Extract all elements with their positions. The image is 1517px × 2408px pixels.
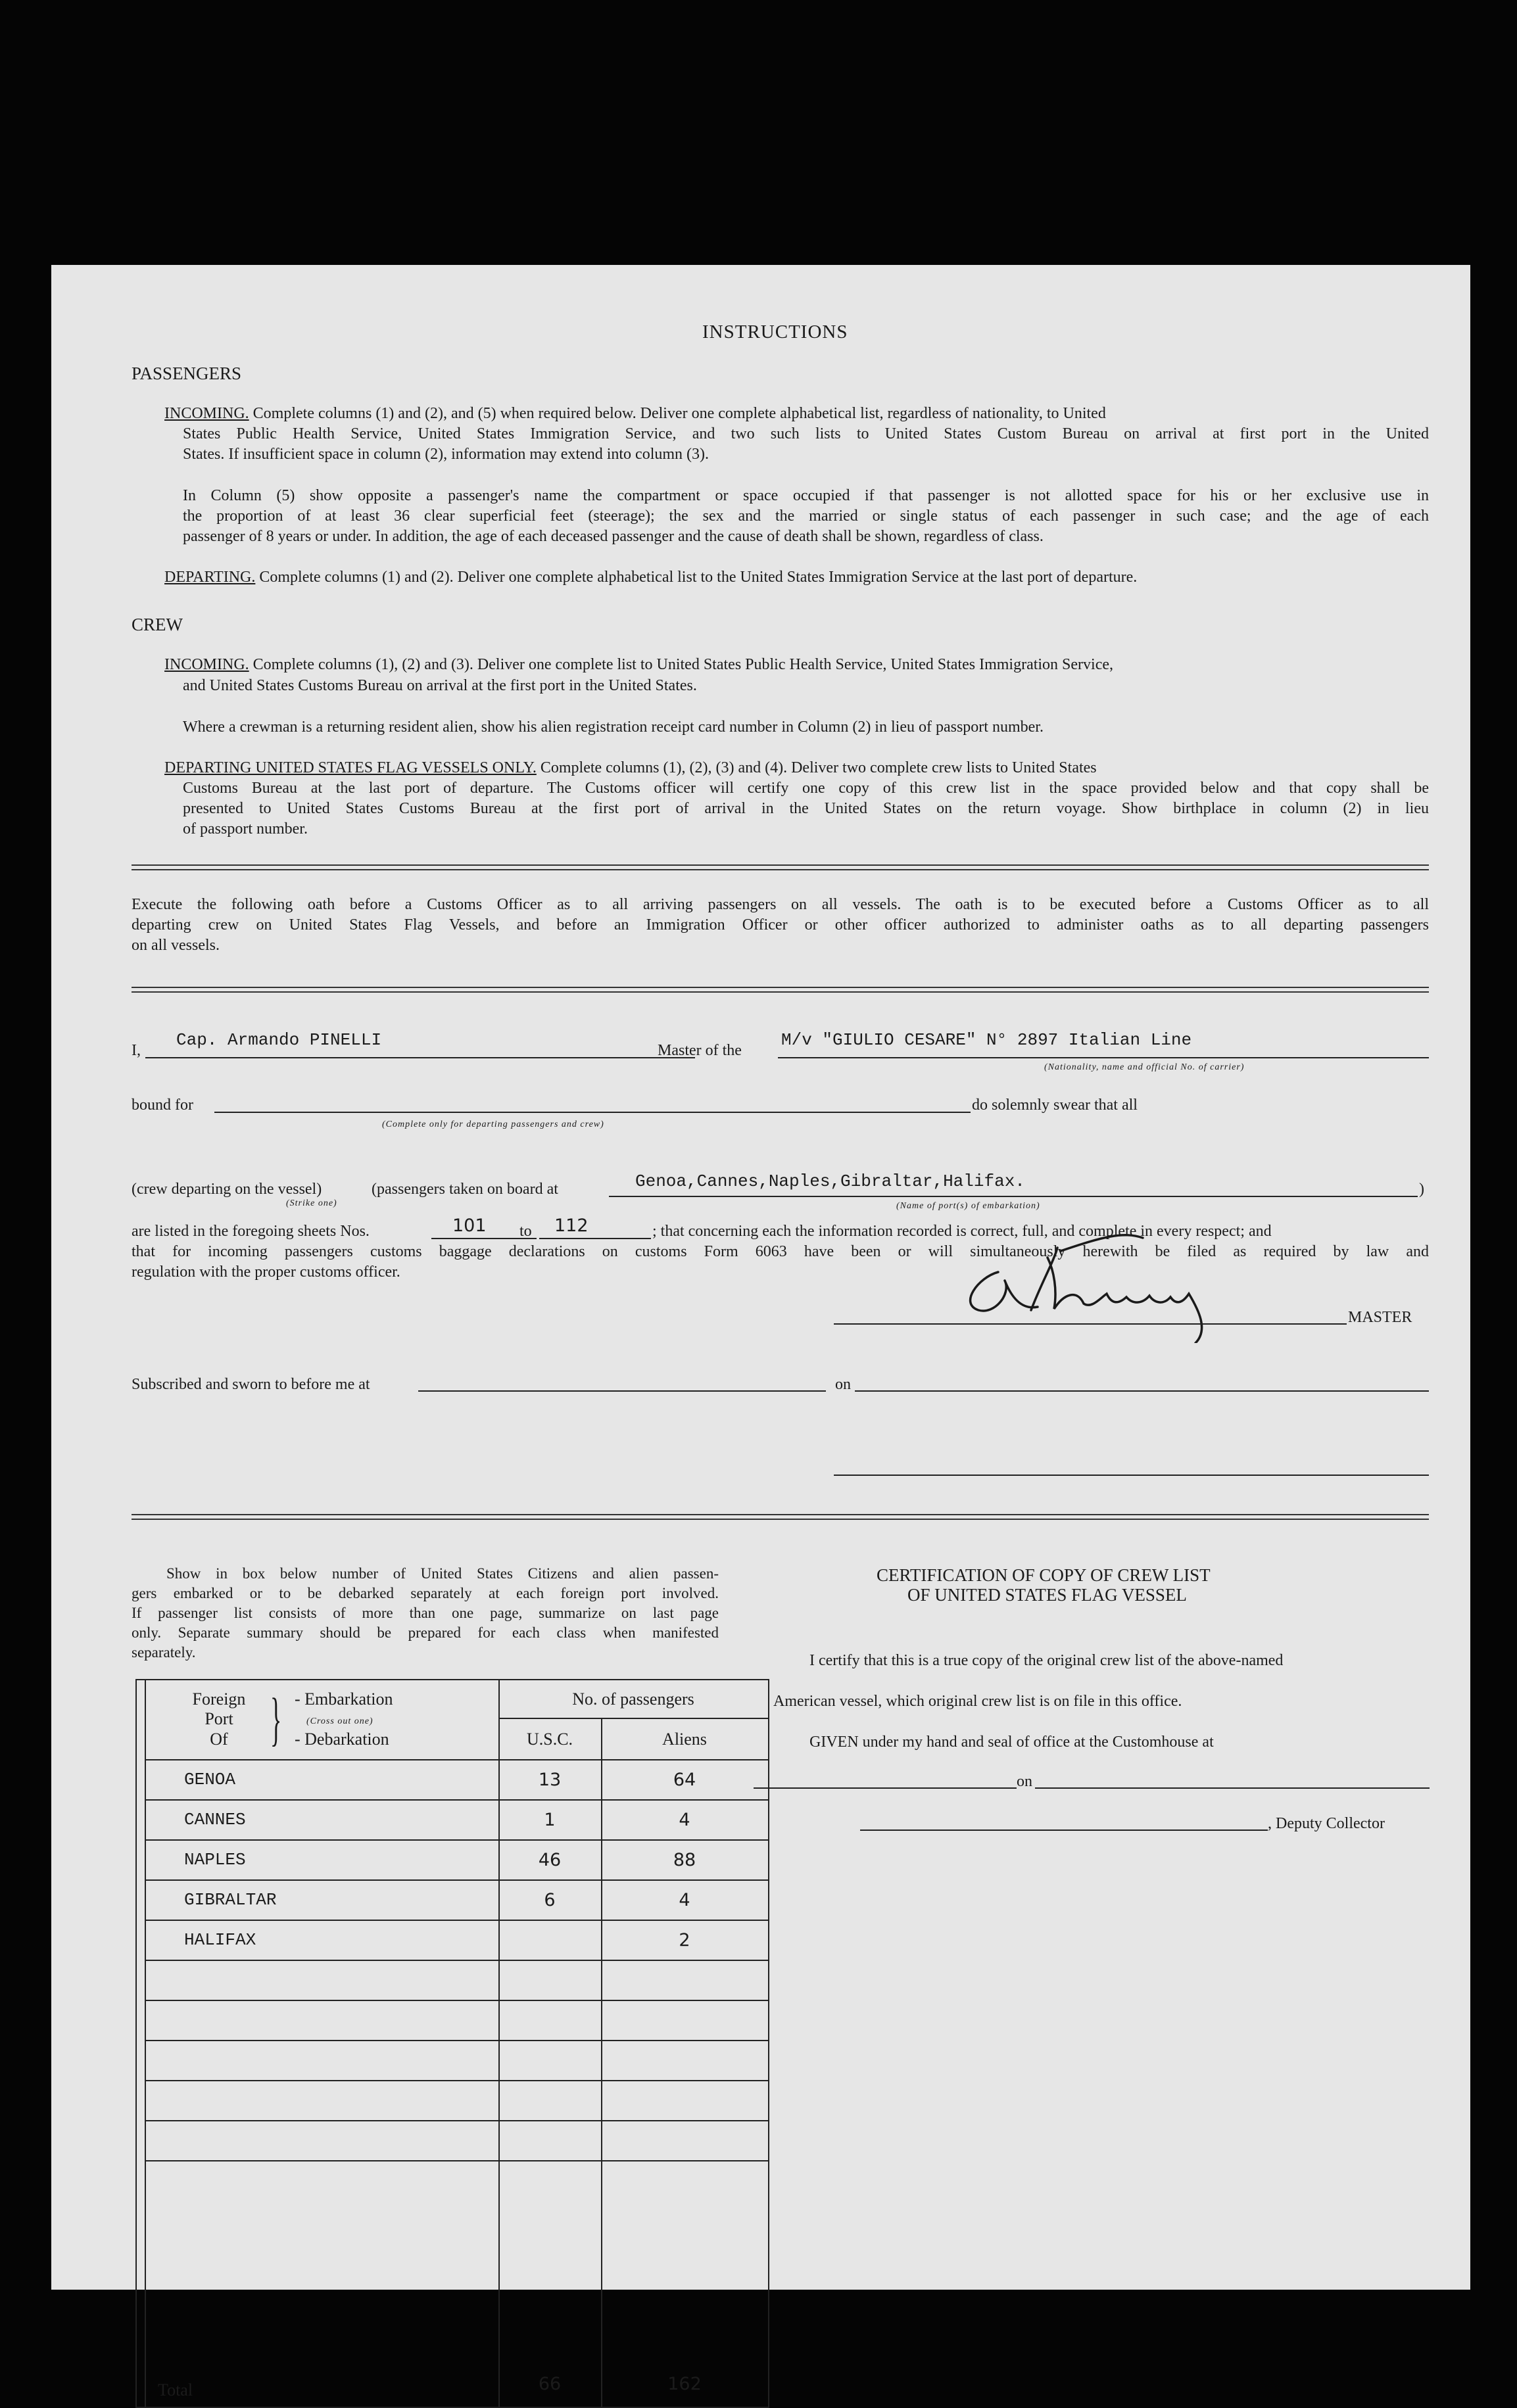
- crew-returning-text: Where a crewman is a returning resident alien, show his alien registration receipt card number in Column (2) in lieu of passport number.: [183, 719, 1044, 736]
- vessel-field-line: [778, 1057, 1429, 1058]
- given-text: GIVEN under my hand and seal of office at the Customhouse at: [809, 1734, 1214, 1751]
- crew-incoming-line2: and United States Customs Bureau on arrival at the first port in the United States.: [183, 677, 697, 694]
- total-aliens: 162: [667, 2374, 702, 2394]
- row-aliens: 4: [679, 1810, 690, 1830]
- table-row-divider: [145, 1799, 768, 1801]
- divider: [132, 864, 1429, 870]
- master-name-field-line: [145, 1057, 695, 1058]
- oath-instructions-line1: Execute the following oath before a Customs Officer as to all arriving passengers on all vessels. The oath is to be executed before a Customs Officer as to all: [132, 896, 1429, 913]
- passenger-summary-table: [135, 1679, 769, 2408]
- subscribed-at-line: [418, 1390, 826, 1392]
- ports-close-paren: ): [1419, 1181, 1424, 1198]
- crew-departing-text: (crew departing on the vessel): [132, 1181, 322, 1198]
- column5-line2: the proportion of at least 36 clear superficial feet (steerage); the sex and the married or single status of each passenger in such case; and the age of each: [183, 508, 1429, 525]
- sheet-to-value: 112: [554, 1216, 589, 1236]
- header-foreign: Foreign: [192, 1689, 246, 1709]
- passengers-incoming-line1: [164, 405, 1427, 423]
- passengers-incoming-text1: Complete columns (1) and (2), and (5) when required below. Deliver one complete alphabetical list, regardless of nationality, to United: [253, 405, 1106, 422]
- crew-incoming-label: INCOMING.: [164, 656, 249, 673]
- crew-section-label: CREW: [132, 615, 183, 634]
- crew-incoming-text1: Complete columns (1), (2) and (3). Deliver one complete list to United States Public Health Service, United States Immigration Service,: [253, 656, 1114, 673]
- header-port: Port: [205, 1709, 233, 1728]
- total-usc: 66: [538, 2374, 562, 2394]
- row-port: GENOA: [184, 1770, 236, 1789]
- american-vessel-text: American vessel, which original crew list is on file in this office.: [773, 1693, 1182, 1710]
- summary-line4: only. Separate summary should be prepared for each class when manifested: [132, 1624, 719, 1641]
- row-port: GIBRALTAR: [184, 1890, 277, 1910]
- listed-text: are listed in the foregoing sheets Nos.: [132, 1223, 370, 1240]
- crew-flag-line4: of passport number.: [183, 820, 308, 838]
- master-of-label: Master of the: [658, 1042, 742, 1059]
- oath-instructions-line2: departing crew on United States Flag Vessels, and before an Immigration Officer or other officer authorized to administer oaths as to all departing passengers: [132, 916, 1429, 933]
- row-usc: 13: [538, 1770, 562, 1790]
- crew-flag-line1: [164, 759, 1097, 777]
- ports-field-line: [609, 1196, 1418, 1197]
- row-usc: 46: [538, 1850, 562, 1870]
- table-row-divider: [145, 1960, 768, 1961]
- row-aliens: 88: [673, 1850, 696, 1870]
- passengers-section-label: PASSENGERS: [132, 364, 242, 383]
- passengers-departing-label: DEPARTING.: [164, 569, 256, 586]
- header-of: Of: [210, 1730, 228, 1749]
- deputy-collector-line: [860, 1830, 1268, 1831]
- sheet-to-line: [539, 1238, 651, 1239]
- passengers-incoming-label: INCOMING.: [164, 405, 249, 422]
- sheet-from-value: 101: [452, 1216, 487, 1236]
- bound-for-caption: (Complete only for departing passengers and crew): [382, 1120, 604, 1129]
- summary-line2: gers embarked or to be debarked separately at each foreign port involved.: [132, 1585, 719, 1601]
- oath-instructions-line3: on all vessels.: [132, 937, 220, 954]
- row-port: NAPLES: [184, 1850, 246, 1870]
- table-row-divider: [145, 1839, 768, 1841]
- certification-date-line: [1035, 1787, 1430, 1789]
- table-inner-border: [145, 1680, 146, 2407]
- subscribed-on-label: on: [835, 1376, 851, 1393]
- ports-caption: (Name of port(s) of embarkation): [896, 1201, 1040, 1211]
- passengers-incoming-line3: States. If insufficient space in column (2), information may extend into column (3).: [183, 446, 710, 463]
- bound-for-field-line: [214, 1112, 971, 1113]
- header-aliens: Aliens: [662, 1730, 707, 1749]
- divider: [132, 987, 1429, 993]
- certification-on-label: on: [1017, 1773, 1032, 1790]
- sheet-to-label: to: [519, 1223, 532, 1240]
- officer-signature-line: [834, 1475, 1429, 1476]
- form-page: [51, 265, 1470, 2399]
- row-port: HALIFAX: [184, 1930, 256, 1950]
- table-divider: [145, 1759, 768, 1760]
- passengers-departing-line: [164, 569, 1137, 586]
- header-usc: U.S.C.: [526, 1730, 573, 1749]
- strike-caption: (Strike one): [286, 1198, 337, 1208]
- master-name-value: Cap. Armando PINELLI: [176, 1030, 382, 1050]
- certification-title-line1: CERTIFICATION OF COPY OF CREW LIST: [877, 1565, 1211, 1585]
- subscribed-on-line: [855, 1390, 1429, 1392]
- header-cross-out: (Cross out one): [306, 1716, 373, 1726]
- column5-line3: passenger of 8 years or under. In addition, the age of each deceased passenger and the cause of death shall be shown, regardless of class.: [183, 528, 1044, 545]
- baggage-line1: that for incoming passengers customs baggage declarations on customs Form 6063 have been or will simultaneously herewith be filed as required by law and: [132, 1243, 1429, 1260]
- passengers-departing-text: Complete columns (1) and (2). Deliver one complete alphabetical list to the United States Immigration Service at the last port of departure.: [259, 569, 1138, 586]
- customhouse-line: [754, 1787, 1017, 1789]
- summary-line3: If passenger list consists of more than one page, summarize on last page: [132, 1605, 719, 1621]
- row-aliens: 4: [679, 1890, 690, 1910]
- swear-text: do solemnly swear that all: [972, 1097, 1138, 1114]
- summary-line1: Show in box below number of United States Citizens and alien passen-: [166, 1565, 719, 1582]
- table-row-divider: [145, 2120, 768, 2121]
- row-usc: 1: [544, 1810, 556, 1830]
- master-signature-line: [834, 1323, 1347, 1325]
- master-label: MASTER: [1348, 1309, 1412, 1326]
- table-divider: [498, 1718, 768, 1719]
- deputy-collector-label: , Deputy Collector: [1268, 1815, 1385, 1832]
- table-row-divider: [145, 2040, 768, 2041]
- crew-incoming-line1: [164, 656, 1113, 674]
- oath-i-label: I,: [132, 1042, 141, 1059]
- bound-for-label: bound for: [132, 1097, 193, 1114]
- table-row-divider: [145, 1879, 768, 1881]
- header-debarkation: - Debarkation: [295, 1730, 389, 1749]
- table-row-divider: [145, 1920, 768, 1921]
- subscribed-text: Subscribed and sworn to before me at: [132, 1376, 370, 1393]
- crew-flag-line3: presented to United States Customs Bureau at the first port of arrival in the United States on the return voyage. Show birthplace in column (2) in lieu: [183, 800, 1429, 817]
- certify-text: I certify that this is a true copy of the original crew list of the above-named: [809, 1652, 1284, 1669]
- table-row-divider: [145, 2160, 768, 2161]
- header-brace: }: [270, 1687, 282, 1752]
- vessel-caption: (Nationality, name and official No. of carrier): [1044, 1062, 1245, 1072]
- table-row-divider: [145, 2000, 768, 2001]
- row-port: CANNES: [184, 1810, 246, 1830]
- passengers-incoming-line2: States Public Health Service, United States Immigration Service, and two such lists to United States Custom Bureau on arrival at first port in the United: [183, 425, 1429, 442]
- instructions-heading: INSTRUCTIONS: [702, 321, 848, 342]
- divider: [132, 1514, 1429, 1520]
- header-no-passengers: No. of passengers: [572, 1689, 694, 1709]
- baggage-line2: regulation with the proper customs officer.: [132, 1263, 400, 1281]
- total-label: Total: [158, 2380, 193, 2399]
- table-row-divider: [145, 2080, 768, 2081]
- crew-flag-label: DEPARTING UNITED STATES FLAG VESSELS ONLY.: [164, 759, 537, 776]
- summary-line5: separately.: [132, 1644, 196, 1661]
- master-signature: [906, 1231, 1274, 1343]
- certification-title-line2: OF UNITED STATES FLAG VESSEL: [907, 1585, 1187, 1605]
- row-usc: 6: [544, 1890, 556, 1910]
- row-aliens: 64: [673, 1770, 696, 1790]
- column5-line1: In Column (5) show opposite a passenger's name the compartment or space occupied if that passenger is not allotted space for his or her exclusive use in: [183, 487, 1429, 504]
- crew-flag-text1: Complete columns (1), (2), (3) and (4). Deliver two complete crew lists to United States: [540, 759, 1097, 776]
- passengers-taken-text: (passengers taken on board at: [372, 1181, 558, 1198]
- ports-value: Genoa,Cannes,Naples,Gibraltar,Halifax.: [635, 1171, 1025, 1191]
- concerning-text: ; that concerning each the information recorded is correct, full, and complete in every respect; and: [652, 1223, 1272, 1240]
- header-embarkation: - Embarkation: [295, 1689, 393, 1709]
- row-aliens: 2: [679, 1930, 690, 1950]
- vessel-value: M/v "GIULIO CESARE" N° 2897 Italian Line: [781, 1030, 1192, 1050]
- crew-flag-line2: Customs Bureau at the last port of departure. The Customs officer will certify one copy of this crew list in the space provided below and that copy shall be: [183, 780, 1429, 797]
